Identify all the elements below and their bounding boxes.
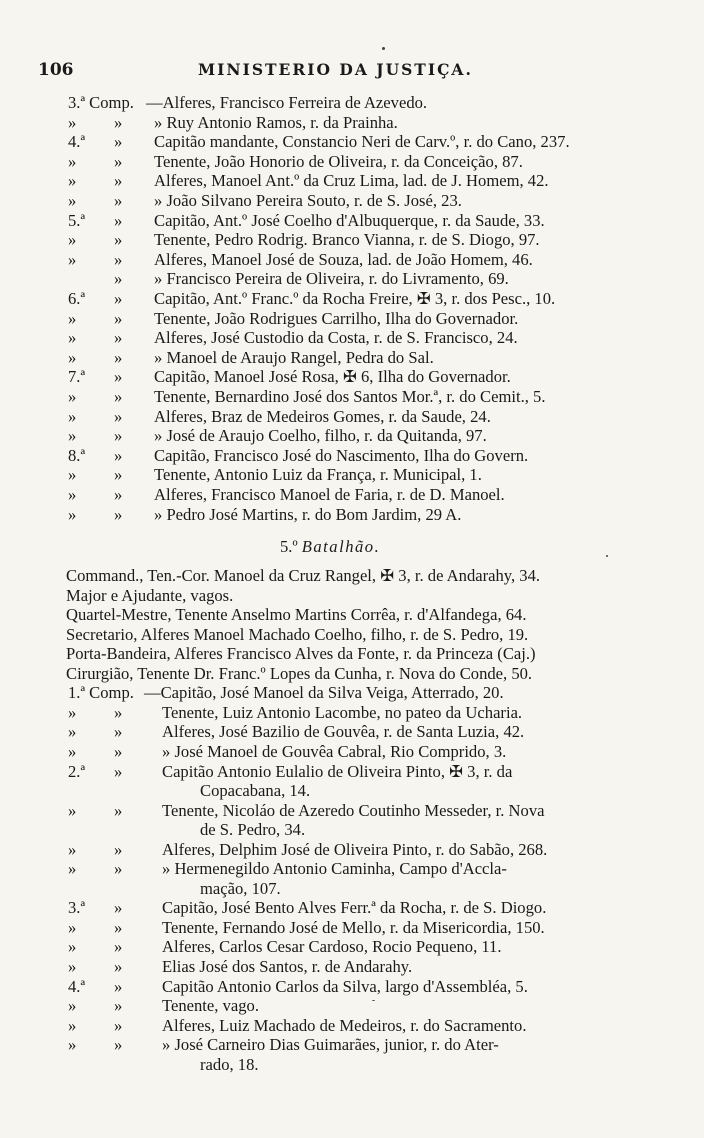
company-mark: » [68, 741, 77, 761]
entry-line [0, 742, 700, 761]
entry-text: Alferes, Carlos Cesar Cardoso, Rocio Pequeno, 11. [162, 937, 502, 957]
entry-line [0, 426, 700, 445]
entry-line [0, 840, 700, 859]
entry-text: » João Silvano Pereira Souto, r. de S. José, 23. [154, 191, 462, 210]
entry-line [0, 977, 700, 996]
entry-line [0, 918, 700, 937]
entry-line [0, 171, 700, 190]
entry-text: Capitão, Francisco José do Nascimento, Ilha do Govern. [154, 445, 529, 465]
entry-text: » Francisco Pereira de Oliveira, r. do Livramento, 69. [154, 269, 509, 289]
company-mark: » [68, 387, 77, 406]
battalion-title: Batalhão. [301, 537, 381, 556]
ditto-mark: » [114, 191, 123, 210]
ditto-mark: » [114, 485, 123, 504]
entry-text: Tenente, João Honorio de Oliveira, r. da Conceição, 87. [154, 151, 523, 171]
entry-line [0, 566, 700, 585]
ditto-mark: » [114, 426, 123, 446]
ditto-mark: » [114, 898, 123, 918]
ditto-mark: » [114, 839, 123, 859]
ditto-mark: » [114, 741, 123, 761]
entry-text: Alferes, Manoel José de Souza, lad. de João Homem, 46. [154, 249, 533, 269]
company-mark: 7.ª [68, 367, 86, 387]
ditto-mark: » [114, 800, 123, 820]
company-mark: » [68, 996, 77, 1016]
entry-line [0, 152, 700, 171]
ditto-mark: » [114, 151, 123, 171]
entry-text: —Capitão, José Manoel da Silva Veiga, Atterrado, 20. [144, 683, 504, 703]
company-mark: » [68, 1015, 77, 1035]
ditto-mark: » [114, 269, 123, 289]
entry-text: mação, 107. [200, 878, 281, 898]
entry-text: Tenente, Luiz Antonio Lacombe, no pateo da Ucharia. [162, 702, 523, 722]
staff-entry: Porta-Bandeira, Alferes Francisco Alves da Fonte, r. da Princeza (Caj.) [66, 644, 536, 664]
ditto-mark: » [114, 702, 123, 722]
ditto-mark: » [114, 761, 123, 781]
entry-line [0, 289, 700, 308]
entry-text: Capitão, Ant.º José Coelho d'Albuquerque, r. da Saude, 33. [154, 210, 545, 230]
entry-line [0, 762, 700, 781]
entry-line [0, 937, 700, 956]
company-mark: 6.ª [68, 289, 86, 308]
ditto-mark: » [114, 387, 123, 406]
company-mark: 5.ª [68, 210, 86, 230]
entry-text: de S. Pedro, 34. [200, 820, 306, 840]
company-mark: » [68, 957, 77, 976]
entry-line [0, 269, 700, 288]
company-mark: » [68, 800, 77, 820]
entry-text: » José de Araujo Coelho, filho, r. da Quitanda, 97. [154, 426, 487, 446]
ditto-mark: » [114, 367, 123, 387]
entry-line [0, 781, 700, 800]
entry-line [0, 465, 700, 484]
company-mark: 8.ª [68, 445, 86, 465]
company-mark: » [68, 308, 77, 328]
entry-text: rado, 18. [200, 1054, 259, 1074]
company-mark: » [68, 504, 77, 524]
company-mark: » [68, 485, 77, 504]
ditto-mark: » [114, 465, 123, 485]
company-mark: » [68, 702, 77, 722]
company-mark: 4.ª [68, 132, 86, 152]
entry-text: Capitão mandante, Constancio Neri de Carv.º, r. do Cano, 237. [154, 132, 570, 152]
entry-line [0, 309, 700, 328]
entry-line [0, 348, 700, 367]
ditto-mark: » [114, 347, 123, 367]
ink-speck [382, 47, 385, 50]
entry-line [0, 801, 700, 820]
entry-line [0, 387, 700, 406]
entry-line [0, 505, 700, 524]
entry-text: Capitão Antonio Carlos da Silva, largo d'Assembléa, 5. [162, 976, 528, 996]
entry-line [0, 820, 700, 839]
ink-speck [372, 1000, 375, 1001]
ditto-mark: » [114, 859, 123, 879]
company-mark: » [68, 839, 77, 859]
ditto-mark: » [114, 445, 123, 465]
entry-line [0, 230, 700, 249]
entry-line [0, 996, 700, 1015]
entry-text: —Alferes, Francisco Ferreira de Azevedo. [146, 93, 428, 112]
entry-text: Alferes, Manoel Ant.º da Cruz Lima, lad. de J. Homem, 42. [154, 171, 549, 191]
entry-line [0, 586, 700, 605]
ditto-mark: » [114, 1015, 123, 1035]
entry-line [0, 113, 700, 132]
battalion-subheading [280, 537, 380, 557]
ditto-mark: » [114, 132, 123, 152]
company-mark: » [68, 328, 77, 348]
entry-text: Copacabana, 14. [200, 781, 311, 801]
entry-line [0, 664, 700, 683]
ditto-mark: » [114, 1035, 123, 1055]
staff-entry: Command., Ten.-Cor. Manoel da Cruz Rangel, ✠ 3, r. de Andarahy, 34. [66, 566, 541, 585]
ditto-mark: » [114, 112, 123, 132]
ditto-mark: » [114, 171, 123, 191]
entry-text: Alferes, Braz de Medeiros Gomes, r. da Saude, 24. [154, 406, 491, 426]
entry-text: Tenente, Bernardino José dos Santos Mor.ª, r. do Cemit., 5. [154, 387, 546, 406]
ditto-mark: » [114, 957, 123, 976]
entry-line [0, 211, 700, 230]
entry-text: Alferes, Francisco Manoel de Faria, r. de D. Manoel. [154, 485, 505, 504]
entry-line [0, 644, 700, 663]
entry-text: Alferes, José Custodio da Costa, r. de S. Francisco, 24. [154, 328, 518, 348]
company-mark: » [68, 1035, 77, 1055]
entry-text: » José Carneiro Dias Guimarães, junior, r. do Ater- [162, 1035, 499, 1055]
entry-text: Tenente, Nicoláo de Azeredo Coutinho Messeder, r. Nova [162, 800, 545, 820]
company-mark: » [68, 406, 77, 426]
entry-text: Tenente, Pedro Rodrig. Branco Vianna, r. de S. Diogo, 97. [154, 230, 540, 250]
ditto-mark: » [114, 308, 123, 328]
ditto-mark: » [114, 996, 123, 1016]
entry-text: Tenente, Fernando José de Mello, r. da Misericordia, 150. [162, 917, 545, 937]
entry-line [0, 898, 700, 917]
ditto-mark: » [114, 249, 123, 269]
company-mark: 3.ª [68, 898, 86, 918]
entry-text: Alferes, Delphim José de Oliveira Pinto, r. do Sabão, 268. [162, 839, 548, 859]
company-mark: » [68, 426, 77, 446]
entry-line [0, 722, 700, 741]
entry-line [0, 328, 700, 347]
page-number: 106 [38, 60, 74, 80]
staff-entry: Cirurgião, Tenente Dr. Franc.º Lopes da Cunha, r. Nova do Conde, 50. [66, 663, 533, 683]
entry-line [0, 1016, 700, 1035]
entry-text: » Pedro José Martins, r. do Bom Jardim, 29 A. [154, 504, 462, 524]
ditto-mark: » [114, 504, 123, 524]
staff-entry: Quartel-Mestre, Tenente Anselmo Martins Corrêa, r. d'Alfandega, 64. [66, 605, 527, 625]
company-mark: » [68, 465, 77, 485]
ditto-mark: » [114, 917, 123, 937]
entry-text: » Ruy Antonio Ramos, r. da Prainha. [154, 112, 398, 132]
company-mark: » [68, 171, 77, 191]
entry-text: Capitão, José Bento Alves Ferr.ª da Rocha, r. de S. Diogo. [162, 898, 547, 918]
entry-line [0, 859, 700, 878]
entry-text: Alferes, Luiz Machado de Medeiros, r. do Sacramento. [162, 1015, 527, 1035]
company-mark: » [68, 191, 77, 210]
entry-line [0, 485, 700, 504]
entry-text: Capitão Antonio Eulalio de Oliveira Pinto, ✠ 3, r. da [162, 761, 513, 781]
ditto-mark: » [114, 722, 123, 742]
entry-text: Tenente, João Rodrigues Carrilho, Ilha do Governador. [154, 308, 519, 328]
entry-line [0, 132, 700, 151]
company-mark: » [68, 722, 77, 742]
staff-entry: Secretario, Alferes Manoel Machado Coelho, filho, r. de S. Pedro, 19. [66, 624, 529, 644]
entry-line [0, 625, 700, 644]
entry-line [0, 250, 700, 269]
ditto-mark: » [114, 328, 123, 348]
ditto-mark: » [114, 289, 123, 308]
page-header [38, 60, 668, 84]
entry-text: » Manoel de Araujo Rangel, Pedra do Sal. [154, 347, 434, 367]
entry-text: » Hermenegildo Antonio Caminha, Campo d'Accla- [162, 859, 507, 879]
entry-line [0, 93, 700, 112]
company-mark: » [68, 112, 77, 132]
entry-line [0, 446, 700, 465]
running-head: MINISTERIO DA JUSTIÇA. [198, 60, 473, 79]
entry-text: Tenente, Antonio Luiz da França, r. Municipal, 1. [154, 465, 482, 485]
entry-line [0, 1055, 700, 1074]
entry-line [0, 191, 700, 210]
ditto-mark: » [114, 230, 123, 250]
entry-line [0, 367, 700, 386]
ditto-mark: » [114, 976, 123, 996]
staff-entry: Major e Ajudante, vagos. [66, 585, 234, 605]
company-mark: 1.ª Comp. [68, 683, 134, 703]
company-mark: » [68, 859, 77, 879]
company-mark: » [68, 917, 77, 937]
company-mark: » [68, 151, 77, 171]
ditto-mark: » [114, 937, 123, 957]
company-mark: » [68, 249, 77, 269]
company-mark: 3.ª Comp. [68, 93, 134, 112]
entry-line [0, 683, 700, 702]
company-mark: 4.ª [68, 976, 86, 996]
entry-line [0, 1035, 700, 1054]
entry-line [0, 703, 700, 722]
company-mark: » [68, 937, 77, 957]
company-mark: 2.ª [68, 761, 86, 781]
battalion-number: 5.º [280, 537, 298, 556]
ditto-mark: » [114, 210, 123, 230]
entry-text: Capitão, Ant.º Franc.º da Rocha Freire, ✠ 3, r. dos Pesc., 10. [154, 289, 556, 308]
entry-text: Elias José dos Santos, r. de Andarahy. [162, 957, 413, 976]
ink-speck [606, 555, 608, 557]
entry-text: Capitão, Manoel José Rosa, ✠ 6, Ilha do Governador. [154, 367, 511, 387]
entry-text: Alferes, José Bazilio de Gouvêa, r. de Santa Luzia, 42. [162, 722, 525, 742]
entry-line [0, 605, 700, 624]
entry-line [0, 407, 700, 426]
entry-line [0, 957, 700, 976]
company-mark: » [68, 230, 77, 250]
entry-text: » José Manoel de Gouvêa Cabral, Rio Comprido, 3. [162, 741, 507, 761]
entry-line [0, 879, 700, 898]
ditto-mark: » [114, 406, 123, 426]
company-mark: » [68, 347, 77, 367]
entry-text: Tenente, vago. [162, 996, 259, 1016]
